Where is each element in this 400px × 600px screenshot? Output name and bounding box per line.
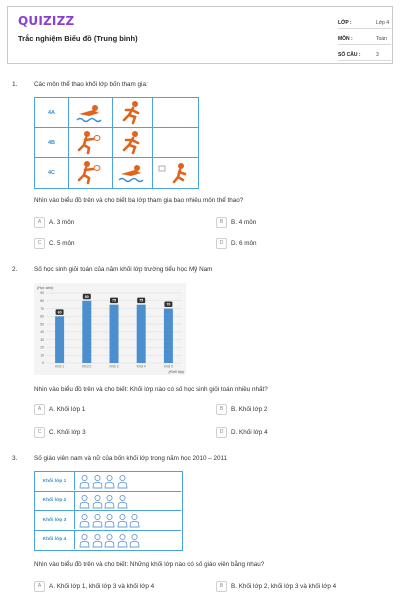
option-letter-badge: A [34, 581, 45, 592]
worksheet-title: Trắc nghiệm Biểu đồ (Trung bình) [18, 34, 138, 43]
option-text: C. Khối lớp 3 [49, 429, 86, 436]
students-bar-chart [34, 283, 186, 375]
option-letter-badge: B [216, 404, 227, 415]
teacher-icon [117, 513, 128, 528]
question-1-number: 1. [12, 81, 18, 88]
sport-cell [69, 98, 113, 128]
y-tick-label: 50 [40, 322, 44, 327]
teachers-table [34, 471, 183, 551]
swim-icon [69, 98, 111, 126]
sport-cell [113, 128, 153, 158]
y-tick-label: 80 [40, 298, 44, 303]
option-letter-badge: A [34, 217, 45, 228]
sport-cell [153, 98, 198, 128]
sports-row-label: 4B [35, 128, 69, 158]
teacher-row [35, 472, 181, 492]
sport-cell [69, 158, 113, 188]
meta-question-count: SỐ CÂU : 3 [338, 47, 391, 61]
sports-row-label: 4A [35, 98, 69, 128]
teacher-row [35, 492, 181, 512]
teacher-row-label: Khối lớp 1 [35, 472, 75, 490]
teacher-icons [79, 494, 129, 509]
y-tick-label: 10 [40, 353, 44, 358]
bar [55, 316, 64, 363]
option-letter-badge: B [216, 581, 227, 592]
teacher-icon [104, 494, 115, 509]
teacher-icon [117, 474, 128, 489]
teacher-icon [92, 513, 103, 528]
option-letter-badge: D [216, 238, 227, 249]
worksheet-meta [330, 7, 394, 65]
y-tick-label: 0 [42, 361, 44, 366]
option-letter-badge: A [34, 404, 45, 415]
meta-grade: LỚP : Lớp 4 [338, 15, 391, 29]
teacher-icon [129, 513, 140, 528]
option-letter-badge: D [216, 427, 227, 438]
option-text: A. Khối lớp 1 [49, 406, 86, 413]
question-2-text: Số học sinh giỏi toán của năm khối lớp trường tiểu học Mỹ Nam [34, 266, 213, 273]
quizizz-logo: QUIZIZZ [18, 14, 75, 28]
sport-cell [153, 128, 198, 158]
sports-table [34, 97, 199, 189]
y-tick-label: 20 [40, 345, 44, 350]
teacher-icon [92, 533, 103, 548]
y-axis-label: (Học sinh) [37, 286, 54, 290]
teacher-icon [104, 513, 115, 528]
data-label: 75 [139, 298, 144, 303]
teacher-icon [104, 474, 115, 489]
option-letter-badge: C [34, 427, 45, 438]
teacher-icon [129, 533, 140, 548]
teacher-icon [92, 474, 103, 489]
bar [82, 301, 91, 363]
x-tick-label: Khối 3 [109, 364, 119, 369]
teacher-row-label: Khối lớp 4 [35, 531, 75, 549]
bar [137, 305, 146, 363]
tennis-icon [69, 128, 111, 156]
worksheet-header [7, 6, 393, 64]
teacher-row [35, 511, 181, 531]
data-label: 70 [166, 302, 171, 307]
swim-icon [113, 158, 151, 186]
sport-cell [69, 128, 113, 158]
question-1-text: Các môn thể thao khối lớp bốn tham gia: [34, 81, 148, 88]
tennis-icon [69, 158, 111, 186]
option-text: A. 3 môn [49, 219, 75, 226]
teacher-row-label: Khối lớp 3 [35, 511, 75, 529]
teacher-icon [79, 494, 90, 509]
teacher-row-label: Khối lớp 2 [35, 492, 75, 510]
x-tick-label: Khối 5 [163, 364, 173, 369]
option-text: B. Khối lớp 2, khối lớp 3 và khối lớp 4 [231, 583, 337, 590]
data-label: 60 [57, 310, 62, 315]
question-3-prompt: Nhìn vào biểu đồ trên và cho biết: Những khối lớp nào có số giáo viên bằng nhau? [34, 561, 265, 568]
chess-icon [153, 158, 197, 186]
option-text: A. Khối lớp 1, khối lớp 3 và khối lớp 4 [49, 583, 155, 590]
teacher-icon [117, 533, 128, 548]
option-text: D. 6 môn [231, 240, 257, 247]
question-3-number: 3. [12, 455, 18, 462]
option-letter-badge: C [34, 238, 45, 249]
teacher-icon [104, 533, 115, 548]
option-text: D. Khối lớp 4 [231, 429, 268, 436]
option-letter-badge: B [216, 217, 227, 228]
sport-cell [153, 158, 198, 188]
teacher-icons [79, 513, 142, 528]
data-label: 80 [84, 294, 89, 299]
y-tick-label: 30 [40, 337, 44, 342]
x-tick-label: Khối 4 [136, 364, 146, 369]
teacher-row [35, 531, 181, 551]
meta-subject: MÔN : Toán [338, 31, 391, 45]
data-label: 75 [112, 298, 116, 303]
question-3-text: Số giáo viên nam và nữ của bốn khối lớp trong năm học 2010 – 2011 [34, 455, 228, 462]
sport-cell [113, 98, 153, 128]
question-2-prompt: Nhìn vào biểu đồ trên và cho biết: Khối lớp nào có số học sinh giỏi toán nhiều nhất? [34, 386, 268, 393]
teacher-icon [79, 474, 90, 489]
y-tick-label: 40 [40, 330, 44, 335]
y-tick-label: 90 [40, 291, 44, 296]
option-text: B. Khối lớp 2 [231, 406, 268, 413]
sport-cell [113, 158, 153, 188]
option-text: C. 5 môn [49, 240, 75, 247]
y-tick-label: 60 [40, 314, 44, 319]
y-tick-label: 70 [40, 306, 44, 311]
run-icon [113, 98, 151, 126]
sports-row-label: 4C [35, 158, 69, 188]
x-tick-label: Khối 2 [82, 364, 92, 369]
bar [110, 305, 119, 363]
teacher-icon [79, 513, 90, 528]
teacher-icons [79, 474, 129, 489]
x-axis-label: (Khối lớp) [168, 370, 184, 374]
teacher-icon [117, 494, 128, 509]
x-tick-label: Khối 1 [55, 364, 65, 369]
question-1-prompt: Nhìn vào biểu đồ trên và cho biết ba lớp tham gia bao nhiêu môn thể thao? [34, 197, 244, 204]
teacher-icons [79, 533, 142, 548]
option-text: B. 4 môn [231, 219, 257, 226]
bar [164, 309, 173, 363]
question-2-number: 2. [12, 266, 18, 273]
run-icon [113, 128, 151, 156]
teacher-icon [79, 533, 90, 548]
teacher-icon [92, 494, 103, 509]
